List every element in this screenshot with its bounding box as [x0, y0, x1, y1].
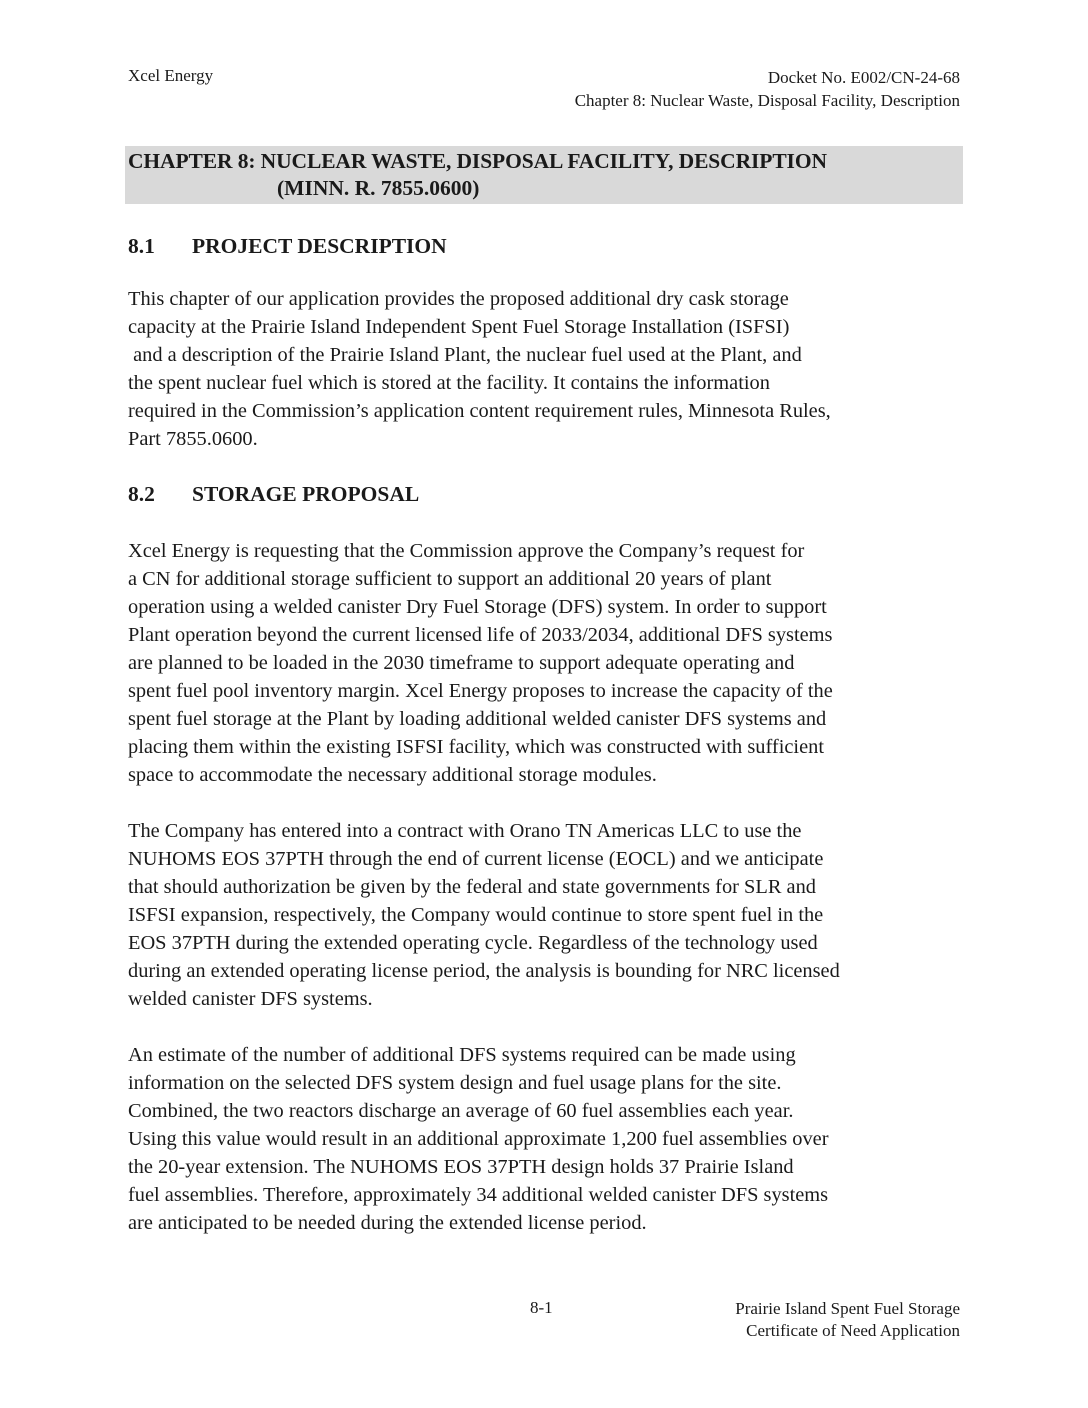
text-line: capacity at the Prairie Island Independent Spent Fuel Storage Installation (ISFSI)	[128, 316, 790, 338]
text-line: spent fuel pool inventory margin. Xcel Energy proposes to increase the capacity of the	[128, 680, 833, 702]
text-line: welded canister DFS systems.	[128, 988, 373, 1010]
page-number: 8-1	[530, 1298, 553, 1317]
text-line: space to accommodate the necessary additional storage modules.	[128, 764, 657, 786]
text-line: spent fuel storage at the Plant by loading additional welded canister DFS systems and	[128, 708, 827, 730]
paragraph-orano-contract	[128, 817, 988, 1013]
paragraph-storage-request	[128, 537, 988, 789]
text-line: Using this value would result in an additional approximate 1,200 fuel assemblies over	[128, 1128, 829, 1150]
chapter-rule-reference: (MINN. R. 7855.0600)	[277, 176, 480, 200]
section-heading-8-1	[128, 234, 447, 259]
footer-document-title	[735, 1298, 960, 1342]
text-line: NUHOMS EOS 37PTH through the end of current license (EOCL) and we anticipate	[128, 848, 824, 870]
header-docket: Docket No. E002/CN-24-68	[767, 68, 960, 87]
text-line: Part 7855.0600.	[128, 428, 258, 450]
chapter-banner	[125, 146, 963, 204]
text-line: and a description of the Prairie Island Plant, the nuclear fuel used at the Plant, and	[128, 344, 802, 366]
header-right	[575, 66, 960, 112]
text-line: operation using a welded canister Dry Fuel Storage (DFS) system. In order to support	[128, 596, 827, 618]
text-line: The Company has entered into a contract with Orano TN Americas LLC to use the	[128, 820, 802, 842]
text-line: are planned to be loaded in the 2030 timeframe to support adequate operating and	[128, 652, 795, 674]
text-line: Combined, the two reactors discharge an average of 60 fuel assemblies each year.	[128, 1100, 794, 1122]
footer-title-line-1: Prairie Island Spent Fuel Storage	[735, 1299, 960, 1318]
text-line: Xcel Energy is requesting that the Commission approve the Company’s request for	[128, 540, 805, 562]
section-title: PROJECT DESCRIPTION	[192, 234, 447, 258]
chapter-title: CHAPTER 8: NUCLEAR WASTE, DISPOSAL FACILITY, DESCRIPTION	[128, 149, 827, 173]
header-company: Xcel Energy	[128, 66, 214, 85]
text-line: fuel assemblies. Therefore, approximately 34 additional welded canister DFS systems	[128, 1184, 829, 1206]
section-number: 8.1	[128, 234, 155, 258]
text-line: are anticipated to be needed during the extended license period.	[128, 1212, 647, 1234]
section-heading-8-2	[128, 482, 419, 507]
header-chapter-ref: Chapter 8: Nuclear Waste, Disposal Facility, Description	[574, 91, 960, 110]
text-line: An estimate of the number of additional DFS systems required can be made using	[128, 1044, 796, 1066]
footer-title-line-2: Certificate of Need Application	[746, 1321, 960, 1340]
paragraph-dfs-estimate	[128, 1041, 988, 1237]
section-number: 8.2	[128, 482, 155, 506]
text-line: ISFSI expansion, respectively, the Company would continue to store spent fuel in the	[128, 904, 824, 926]
text-line: the 20-year extension. The NUHOMS EOS 37PTH design holds 37 Prairie Island	[128, 1156, 794, 1178]
text-line: EOS 37PTH during the extended operating cycle. Regardless of the technology used	[128, 932, 818, 954]
text-line: Plant operation beyond the current licensed life of 2033/2034, additional DFS systems	[128, 624, 833, 646]
text-line: the spent nuclear fuel which is stored at the facility. It contains the information	[128, 372, 770, 394]
text-line: that should authorization be given by the federal and state governments for SLR and	[128, 876, 816, 898]
text-line: placing them within the existing ISFSI facility, which was constructed with sufficient	[128, 736, 824, 758]
text-line: during an extended operating license period, the analysis is bounding for NRC licensed	[128, 960, 840, 982]
text-line: required in the Commission’s application content requirement rules, Minnesota Rules,	[128, 400, 831, 422]
text-line: a CN for additional storage sufficient to support an additional 20 years of plant	[128, 568, 772, 590]
section-title: STORAGE PROPOSAL	[192, 482, 420, 506]
text-line: This chapter of our application provides the proposed additional dry cask storage	[128, 288, 789, 310]
text-line: information on the selected DFS system design and fuel usage plans for the site.	[128, 1072, 782, 1094]
paragraph-project-description	[128, 285, 988, 453]
